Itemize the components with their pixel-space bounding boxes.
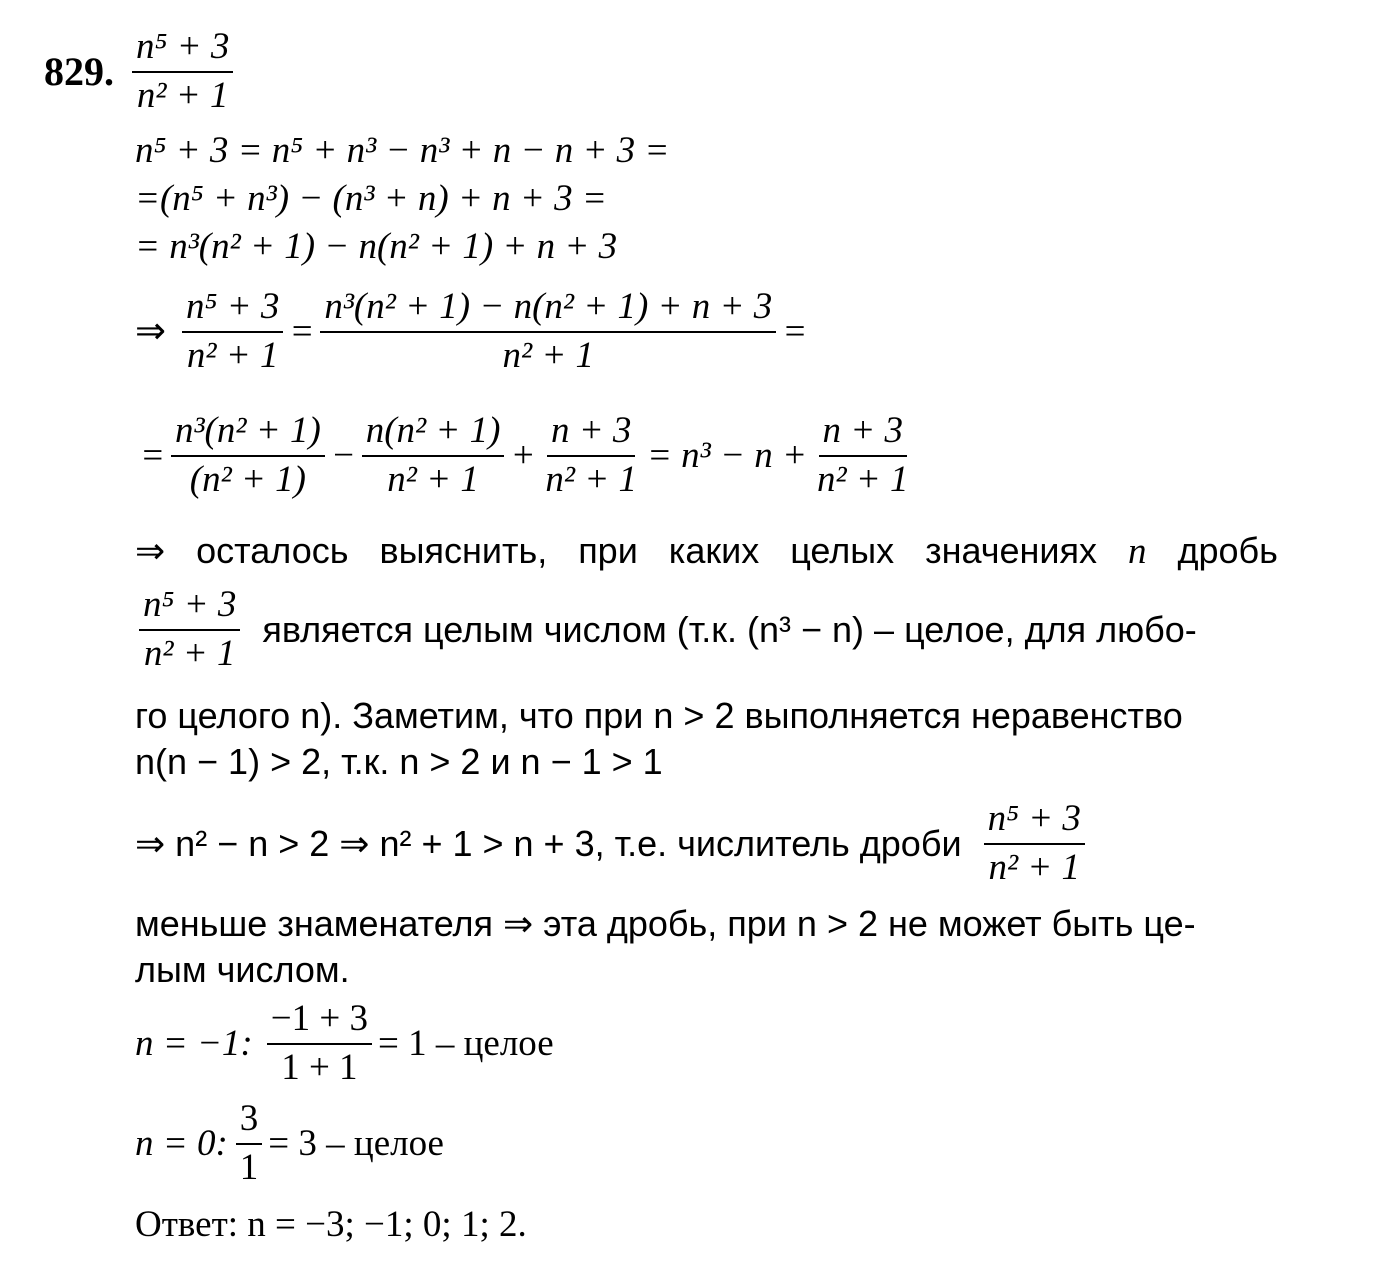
- word: при: [578, 530, 638, 571]
- line-5-fraction-numerator: n⁵ + 3: [984, 800, 1085, 845]
- inline-fraction: [139, 586, 240, 674]
- case-2-fraction: [236, 1100, 263, 1188]
- step-4: [135, 288, 807, 376]
- line-5-fraction: [984, 800, 1085, 888]
- minus-sign: −: [330, 435, 356, 477]
- step-3: = n³(n² + 1) − n(n² + 1) + n + 3: [135, 226, 618, 267]
- header-numerator: n⁵ + 3: [132, 28, 233, 73]
- step-4-right-fraction: [320, 288, 776, 376]
- step-5-fraction-1: [171, 412, 325, 500]
- equals-sign-tail: =: [782, 311, 808, 353]
- plus-sign: +: [510, 435, 536, 477]
- step-5: [140, 412, 919, 500]
- case-1-lead: n = −1:: [135, 1023, 253, 1065]
- paragraph-line-5-text: ⇒ n² − n > 2 ⇒ n² + 1 > n + 3, т.е. числитель дроби: [135, 822, 962, 864]
- paragraph-line-7: лым числом.: [135, 949, 350, 990]
- word: каких: [668, 530, 760, 571]
- step-5-fraction-2: [362, 412, 505, 500]
- paragraph-line-5: [135, 800, 1091, 888]
- case-1-fraction: [267, 1000, 372, 1088]
- inline-fraction-numerator: n⁵ + 3: [139, 586, 240, 631]
- case-n-minus-1: [135, 1000, 554, 1088]
- step-4-right-denominator: n² + 1: [502, 334, 595, 376]
- step-5-fraction-3: [541, 412, 641, 500]
- step-1: n⁵ + 3 = n⁵ + n³ − n³ + n − n + 3 =: [135, 130, 670, 171]
- case-1-numerator: −1 + 3: [267, 1000, 372, 1045]
- step-5-f2-denominator: n² + 1: [387, 458, 479, 500]
- step-5-f2-numerator: n(n² + 1): [362, 412, 505, 457]
- word: целых: [790, 530, 895, 571]
- case-2-lead: n = 0:: [135, 1123, 228, 1165]
- line-5-fraction-denominator: n² + 1: [988, 846, 1081, 888]
- implies-symbol: ⇒: [135, 530, 166, 571]
- step-4-left-fraction: [182, 288, 283, 376]
- word: дробь: [1177, 530, 1278, 571]
- step-5-f3-denominator: n² + 1: [545, 458, 637, 500]
- step-5-f4-denominator: n² + 1: [816, 458, 909, 500]
- equals-lead: =: [140, 435, 165, 477]
- word: осталось: [196, 530, 349, 571]
- header-fraction: [132, 28, 233, 116]
- step-5-f1-denominator: (n² + 1): [189, 458, 306, 500]
- inline-fraction-denominator: n² + 1: [143, 632, 236, 674]
- step-5-f1-numerator: n³(n² + 1): [171, 412, 325, 457]
- step-4-left-denominator: n² + 1: [186, 334, 279, 376]
- problem-number: 829.: [44, 49, 114, 95]
- paragraph-line-2-text: является целым числом (т.к. (n³ − n) – целое, для любо-: [262, 608, 1197, 650]
- case-n-0: [135, 1100, 444, 1188]
- step-5-f4-numerator: n + 3: [819, 412, 907, 457]
- problem-header: [44, 28, 239, 116]
- case-1-result: = 1 – целое: [378, 1023, 554, 1065]
- step-5-fraction-4: [813, 412, 913, 500]
- step-4-left-numerator: n⁵ + 3: [182, 288, 283, 333]
- step-5-middle: = n³ − n +: [646, 435, 807, 477]
- paragraph-line-1: [135, 530, 1278, 572]
- paragraph-line-6: меньше знаменателя ⇒ эта дробь, при n > 2 не может быть це-: [135, 903, 1196, 944]
- answer-line: Ответ: n = −3; −1; 0; 1; 2.: [135, 1204, 527, 1245]
- paragraph-line-2: [135, 586, 1197, 674]
- implies-symbol: ⇒: [135, 311, 167, 353]
- case-2-denominator: 1: [239, 1146, 259, 1188]
- paragraph-line-3: го целого n). Заметим, что при n > 2 выполняется неравенство: [135, 695, 1183, 736]
- word: выяснить,: [379, 530, 548, 571]
- step-4-right-numerator: n³(n² + 1) − n(n² + 1) + n + 3: [320, 288, 776, 333]
- equals-sign: =: [289, 311, 315, 353]
- step-2: =(n⁵ + n³) − (n³ + n) + n + 3 =: [135, 178, 607, 219]
- header-denominator: n² + 1: [136, 74, 229, 116]
- case-2-result: = 3 – целое: [268, 1123, 444, 1165]
- word: значениях: [925, 530, 1097, 571]
- case-1-denominator: 1 + 1: [281, 1046, 358, 1088]
- variable-n: n: [1127, 531, 1147, 572]
- paragraph-line-4: n(n − 1) > 2, т.к. n > 2 и n − 1 > 1: [135, 741, 663, 782]
- case-2-numerator: 3: [236, 1100, 263, 1145]
- step-5-f3-numerator: n + 3: [547, 412, 635, 457]
